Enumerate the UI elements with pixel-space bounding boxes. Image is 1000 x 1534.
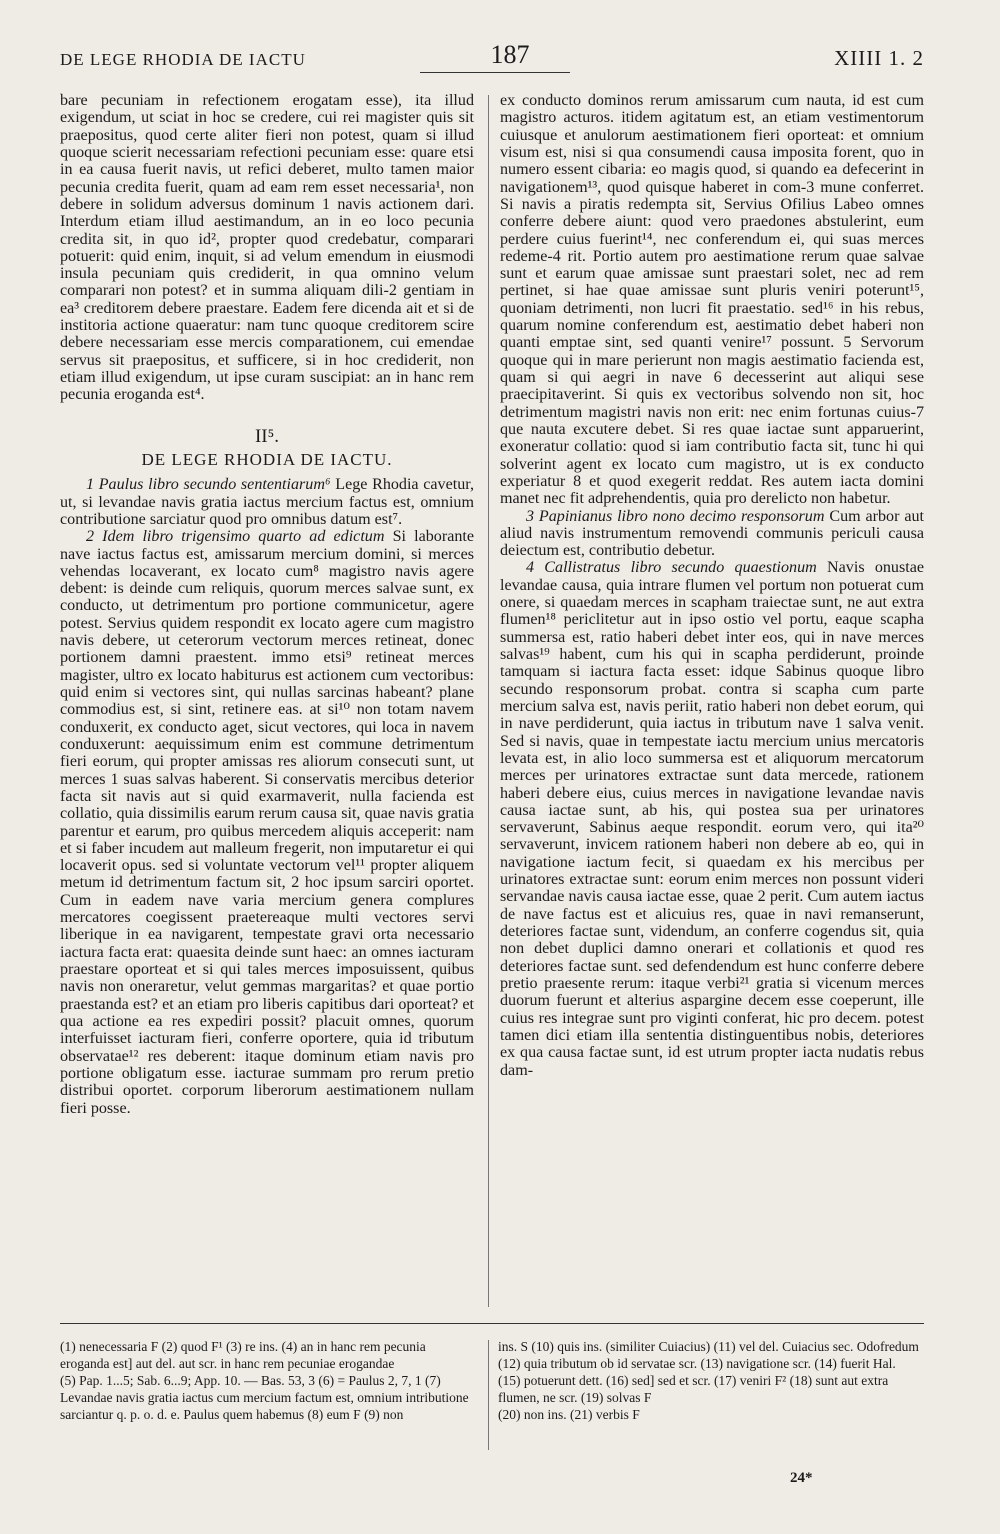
running-header bbox=[0, 40, 1000, 80]
footnote-block: (1) nenecessaria F (2) quod F¹ (3) re ins. (4) an in hanc rem pecunia eroganda est] aut del. aut scr. in hanc rem pecuniae erogandae bbox=[60, 1339, 426, 1371]
fragment-2 bbox=[60, 528, 474, 1117]
left-column bbox=[60, 92, 474, 1117]
opening-paragraph: bare pecuniam in refectionem erogatam esse), ita illud exigendum, ut sciat in hoc se credere, cui rei magister quis sit praepositus, quod certe aliter fieri non potest, quam si illud quoque scierit necessariam refectioni pecuniam esse: quare etsi in ea causa fuerit navis, ut refici deberet, multo tamen maior pecunia credita fuerit, quam ad eam rem esset necessaria¹, non debere in solidum adversus dominum 1 navis actionem dari. Interdum etiam illud aestimandum, an in eo loco pecunia credita sit, in quo id², propter quod credebatur, comparari potuerit: quid enim, inquit, si ad velum emendum in eiusmodi insula pecuniam quis crediderit, in qua omnino velum comparari non potest? et in summa aliquam dili-2 gentiam in ea³ creditorem debere praestare. Eadem fere dicenda ait et si de institoria actione quaeratur: nam tunc quoque creditorem scire debere necessariam esse mercis comparationem, cui emendae servus sit praepositus, et sufficere, si in hoc crediderit, non etiam illud exigendum, ut ipse curam suscipiat: an in hanc rem pecunia eroganda est⁴. bbox=[60, 92, 474, 404]
footnote-block: (5) Pap. 1...5; Sab. 6...9; App. 10. — Bas. 53, 3 (6) = Paulus 2, 7, 1 (7) Levandae navis gratia iactus cum mercium factum est, omnium intributione sarciantur q. p. o. d. e. Paulus quem habemus (8) eum F (9) non bbox=[60, 1373, 469, 1422]
column-divider bbox=[488, 95, 489, 1307]
fragment-3 bbox=[500, 508, 924, 560]
footnotes-right bbox=[498, 1338, 924, 1423]
footnote-block: (20) non ins. (21) verbis F bbox=[498, 1407, 640, 1422]
fragment-1-text: Lege Rhodia cavetur, ut, si levandae navis gratia iactus mercium factus est, omnium contributione sarciatur quod pro omnibus datum est⁷. bbox=[60, 476, 474, 528]
fragment-4-inscription: 4 Callistratus libro secundo quaestionum bbox=[526, 559, 817, 577]
header-rule bbox=[420, 72, 570, 73]
title-reference: XIIII 1. 2 bbox=[834, 46, 924, 70]
fragment-1-inscription: 1 Paulus libro secundo sententiarum⁶ bbox=[86, 476, 331, 494]
fragment-4-text: Navis onustae levandae causa, quia intrare flumen vel portum non potuerat cum onere, si quaedam merces in scapham traiectae sunt, ne aut extra flumen¹⁸ periclitetur aut in ipso ostio vel portu, eaque scapha summersa est, ratio haberi debet inter eos, qui in nave merces salvas¹⁹ habent, cum his qui in scapha perdiderunt, proinde tamquam si iactura facta esset: idque Sabinus quoque libro secundo responsorum probat. contra si scapha cum parte mercium salva est, navis periit, ratio haberi non debet eorum, qui in nave perdiderunt, quia iactus in tributum nave 1 salva venit. Sed si navis, quae in tempestate iactu mercium unius mercatoris levata est, in alio loco summersa est et aliquorum mercatorum merces per urinatores extractae sunt data mercede, rationem haberi debere eius, cuius merces in navigatione levandae navis causa iactae sunt, ab his, qui postea sua per urinatores servaverunt, Sabinus aeque respondit. eorum vero, qui ita²⁰ servaverunt, invicem rationem haberi non debere ab eo, qui in navigatione iactum fecit, si quaedam ex his mercibus per urinatores extractae sunt: eorum enim merces non possunt videri servandae navis causa iactae esse, quae 2 perit. Cum autem iactus de nave factus est et alicuius res, quae in navi remanserunt, deteriores factae sunt, videndum, an conferre cogendus sit, quia non debet duplici damno onerari et collationis et quod res deteriores factae sunt. sed defendendum est hunc conferre debere pretio praesente rerum: itaque verbi²¹ gratia si vicenum merces duorum fuerunt et alterius aspargine decem esse coeperunt, ille cuius res integrae sunt pro viginti conferat, hic pro decem. potest tamen dici etiam illa sententia distinguentibus nobis, deteriores ex qua causa factae sunt, id est utrum propter iacta nudatis rebus dam- bbox=[500, 559, 924, 1079]
footnote-divider bbox=[488, 1340, 489, 1450]
footnotes-left bbox=[60, 1338, 474, 1423]
printer-signature: 24* bbox=[790, 1470, 813, 1486]
footnote-block: (15) potuerunt dett. (16) sed] sed et scr. (17) veniri F² (18) sunt aut extra flumen, ne scr. (19) solvas F bbox=[498, 1373, 889, 1405]
fragment-3-text: Cum arbor aut aliud navis instrumentum removendi communis periculi causa deiectum est, contributio debetur. bbox=[500, 507, 924, 560]
fragment-3-inscription: 3 Papinianus libro nono decimo responsorum bbox=[526, 507, 825, 525]
section-title: DE LEGE RHODIA DE IACTU. bbox=[141, 449, 393, 469]
fragment-1 bbox=[60, 476, 474, 528]
fragment-2-inscription: 2 Idem libro trigensimo quarto ad edictum bbox=[86, 528, 385, 546]
footnote-rule bbox=[60, 1323, 924, 1324]
continuation-paragraph: ex conducto dominos rerum amissarum cum nauta, id est cum magistro acturos. itidem agitatum est, an etiam vestimentorum cuiusque et anulorum aestimationem fieri oporteat: et omnium visum est, nisi si qua consumendi causa imposita forent, quo in numero essent cibaria: eo magis quod, si quando ea defecerint in navigationem¹³, quod quisque haberet in com-3 mune conferret. Si navis a piratis redempta sit, Servius Ofilius Labeo omnes conferre debere aiunt: quod vero praedones abstulerint, eum perdere cuius fuerint¹⁴, nec conferendum ei, qui suas merces redeme-4 rit. Portio autem pro aestimatione rerum quae salvae sunt et earum quae amissae sunt praestari solet, nec ad rem pertinet, si hae quae amissae sunt pluris veniri poterunt¹⁵, quoniam detrimenti, non lucri fit praestatio. sed¹⁶ in his rebus, quarum nomine conferendum est, aestimatio debet haberi non quanti emptae sint, sed quanti venire¹⁷ possunt. 5 Servorum quoque qui in mare perierunt non magis aestimatio facienda est, quam si qui aegri in nave 6 decesserint aut aliqui sese praecipitaverint. Si quis ex vectoribus solvendo non sit, hoc detrimentum magistri navis non erit: nec enim fortunas cuius-7 que nauta excutere debet. Si res quae iactae sunt apparuerint, exoneratur collatio: quod si iam contributio facta sit, tunc hi qui solverint agent ex locato cum magistro, ut is ex conducto experiatur 8 et quod exegerit reddat. Res autem iacta domini manet nec fit adprehendentis, quia pro derelicto non habetur. bbox=[500, 92, 924, 508]
fragment-2-text: Si laborante nave iactus factus est, amissarum mercium domini, si merces vehendas locaverant, ex locato cum⁸ magistro navis agere debent: is deinde cum reliquis, quorum merces salvae sunt, ex conducto, ut detrimentum pro portione communicetur, agere potest. Servius quidem respondit ex locato agere cum magistro navis debere, ut ceterorum vectorum merces retineat, donec portionem damni praestent. immo etsi⁹ retineat merces magister, ultro ex locato habiturus est actionem cum vectoribus: quid enim si vectores sint, qui nullas sarcinas habeant? plane commodius est, si sint, retinere eas. at si¹⁰ non totam navem conduxerit, ex conducto aget, sicut vectores, qui loca in navem conduxerunt: aequissimum enim est commune detrimentum fieri eorum, qui propter amissas res aliorum consecuti sunt, ut merces 1 suas salvas haberent. Si conservatis mercibus deterior facta sit navis aut si quid exarmaverit, nulla facienda est collatio, quia dissimilis earum rerum causa sit, quae navis gratia parentur et earum, pro quibus mercedem aliquis acceperit: nam et si faber incudem aut malleum fregerit, non imputaretur ei qui locaverit opus. sed si voluntate vectorum vel¹¹ propter aliquem metum id detrimentum factum sit, 2 hoc ipsum sarciri oportet. Cum in eadem nave varia mercium genera complures mercatores coegissent praetereaque multi vectores servi liberique in ea navigarent, tempestate gravi orta necessario iactura facta erat: quaesita deinde sunt haec: an omnes iacturam praestare oporteat et si qui tales merces imposuissent, quibus navis non oneraretur, velut gemmas margaritas? et quae portio praestanda est? et an etiam pro liberis capitibus dari oporteat? et qua actione ea res expediri possit? placuit omnes, quorum interfuisset iacturam fieri, conferre oportere, quia id tributum observatae¹² res deberent: itaque dominum etiam navis pro portione obligatum esse. iacturae summam pro rerum pretio distribui oportet. corporum liberorum aestimationem nullam fieri posse. bbox=[60, 528, 475, 1117]
fragment-4 bbox=[500, 559, 924, 1078]
right-column bbox=[500, 92, 924, 1079]
running-title: DE LEGE RHODIA DE IACTU bbox=[60, 50, 306, 69]
footnote-block: ins. S (10) quis ins. (similiter Cuiacius) (11) vel del. Cuiacius sec. Odofredum (12) quia tributum ob id servatae scr. (13) navigatione scr. (14) fuerit Hal. bbox=[498, 1339, 919, 1371]
section-number: II⁵. bbox=[254, 425, 280, 447]
page-number: 187 bbox=[490, 40, 530, 69]
